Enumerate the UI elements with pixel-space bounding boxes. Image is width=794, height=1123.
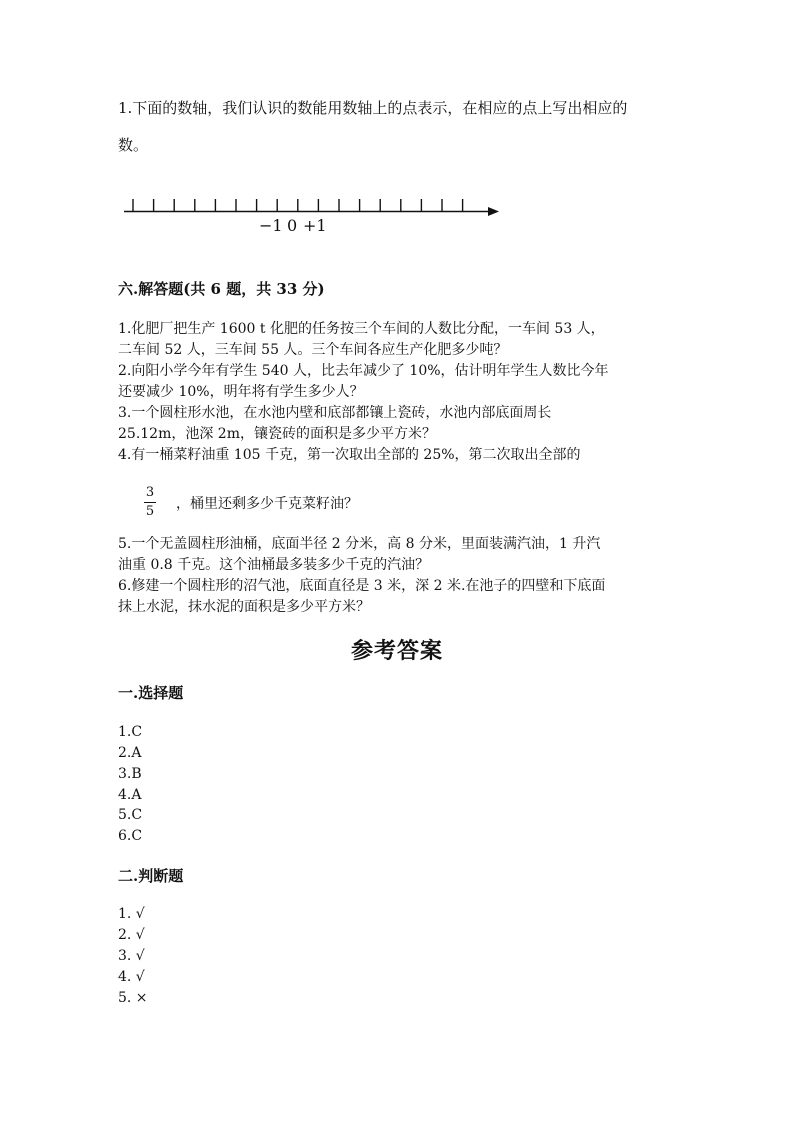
fraction-bar	[144, 502, 156, 503]
q6-3-line2: 25.12m，池深 2m，镶瓷砖的面积是多少平方米？	[118, 426, 436, 442]
q6-1-line2: 二车间 52 人，三车间 55 人。三个车间各应生产化肥多少吨？	[118, 342, 508, 358]
q6-4-line1: 4.有一桶菜籽油重 105 千克，第一次取出全部的 25%，第二次取出全部的	[118, 447, 581, 463]
number-line	[118, 193, 508, 239]
answer-judge-3: 3. √	[118, 948, 145, 964]
answer-choice-5: 5.C	[118, 807, 143, 823]
q1-text-line1: 1.下面的数轴，我们认识的数能用数轴上的点表示，在相应的点上写出相应的	[118, 99, 628, 117]
answer-choice-2: 2.A	[118, 745, 142, 761]
answers-section1-heading: 一.选择题	[118, 684, 184, 702]
fraction-numerator: 3	[145, 485, 155, 500]
answer-judge-5: 5. ×	[118, 990, 148, 1006]
q6-2-line1: 2.向阳小学今年有学生 540 人，比去年减少了 10%，估计明年学生人数比今年	[118, 363, 609, 379]
number-line-arrow	[488, 207, 499, 216]
answers-title: 参考答案	[350, 638, 443, 664]
fraction-three-fifths	[136, 486, 164, 519]
answer-choice-4: 4.A	[118, 787, 142, 803]
q6-6-line2: 抹上水泥，抹水泥的面积是多少平方米？	[118, 599, 370, 615]
label-plus-one: +1	[303, 216, 327, 235]
q6-4-line2: ，桶里还剩多少千克菜籽油？	[176, 496, 358, 512]
label-minus-one: −1	[259, 216, 283, 235]
number-line-ticks	[133, 199, 463, 212]
fraction-denominator: 5	[145, 504, 155, 519]
answer-judge-1: 1. √	[118, 906, 145, 922]
q6-6-line1: 6.修建一个圆柱形的沼气池，底面直径是 3 米，深 2 米.在池子的四壁和下底面	[118, 578, 606, 594]
q6-5-line1: 5.一个无盖圆柱形油桶，底面半径 2 分米，高 8 分米，里面装满汽油，1 升汽	[118, 536, 601, 552]
label-zero: 0	[287, 216, 298, 235]
q6-2-line2: 还要减少 10%，明年将有学生多少人？	[118, 384, 364, 400]
answer-choice-1: 1.C	[118, 724, 143, 740]
q1-text-line2: 数。	[118, 136, 149, 154]
answers-section2-heading: 二.判断题	[118, 867, 184, 885]
section6-heading: 六.解答题(共 6 题，共 33 分)	[118, 280, 325, 298]
q6-1-line1: 1.化肥厂把生产 1600 t 化肥的任务按三个车间的人数比分配，一车间 53 人，	[118, 321, 605, 337]
answer-judge-2: 2. √	[118, 927, 145, 943]
q6-5-line2: 油重 0.8 千克。这个油桶最多装多少千克的汽油？	[118, 557, 430, 573]
q6-3-line1: 3.一个圆柱形水池，在水池内壁和底部都镶上瓷砖，水池内部底面周长	[118, 405, 552, 421]
answer-judge-4: 4. √	[118, 969, 145, 985]
answer-choice-6: 6.C	[118, 828, 143, 844]
answer-choice-3: 3.B	[118, 766, 142, 782]
